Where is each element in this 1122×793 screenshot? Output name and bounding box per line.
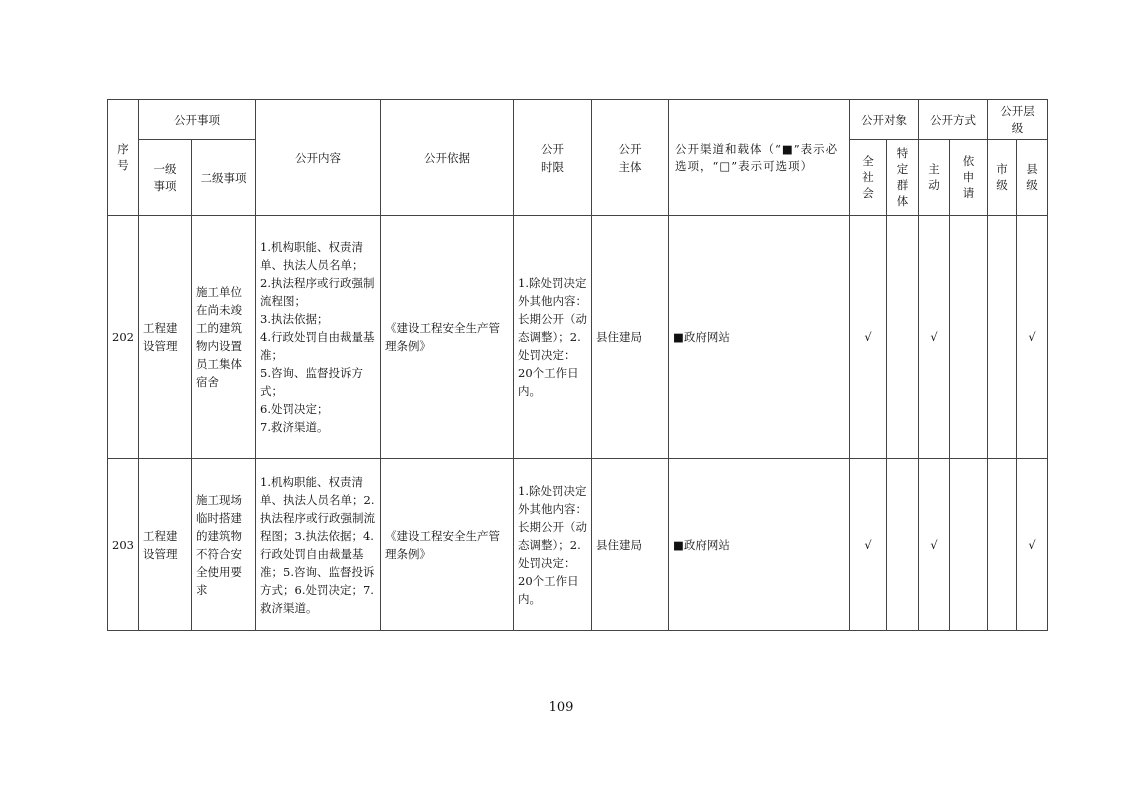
header-method-group: 公开方式	[919, 100, 988, 140]
header-level-county: 县级	[1017, 140, 1048, 216]
row-audience-specific-check	[887, 216, 919, 459]
row-audience-all-check: √	[850, 459, 887, 631]
header-level-group: 公开层级	[988, 100, 1048, 140]
header-time-limit: 公开时限	[514, 100, 592, 216]
row-audience-all-check: √	[850, 216, 887, 459]
row-level2: 施工现场临时搭建的建筑物不符合安全使用要求	[192, 459, 256, 631]
row-audience-specific-check	[887, 459, 919, 631]
row-seq: 202	[108, 216, 139, 459]
header-method-request: 依申请	[950, 140, 988, 216]
row-level-county-check: √	[1017, 216, 1048, 459]
header-subject: 公开主体	[592, 100, 669, 216]
row-content: 1.机构职能、权责清单、执法人员名单；2.执法程序或行政强制流程图；3.执法依据；4.行政处罚自由裁量基准；5.咨询、监督投诉方式；6.处罚决定；7.救济渠道。	[256, 459, 381, 631]
row-channel: ■政府网站	[669, 459, 850, 631]
row-level-city-check	[988, 216, 1017, 459]
row-level2: 施工单位在尚未竣工的建筑物内设置员工集体宿舍	[192, 216, 256, 459]
header-item-group: 公开事项	[139, 100, 256, 140]
content-line: 6.处罚决定；	[260, 402, 329, 416]
content-line: 5.咨询、监督投诉方式；	[260, 366, 363, 398]
table-row	[108, 459, 1048, 631]
table-row	[108, 216, 1048, 459]
content-line: 7.救济渠道。	[260, 420, 329, 434]
header-basis: 公开依据	[381, 100, 514, 216]
row-content	[256, 216, 381, 459]
row-time-limit: 1.除处罚决定外其他内容：长期公开（动态调整）；2.处罚决定：20个工作日内。	[514, 216, 592, 459]
page-number: 109	[548, 700, 574, 715]
row-method-active-check: √	[919, 216, 950, 459]
header-audience-all: 全社会	[850, 140, 887, 216]
row-seq: 203	[108, 459, 139, 631]
row-channel: ■政府网站	[669, 216, 850, 459]
header-level-city: 市级	[988, 140, 1017, 216]
row-level1: 工程建设管理	[139, 216, 192, 459]
header-method-active: 主动	[919, 140, 950, 216]
header-audience-specific: 特定群体	[887, 140, 919, 216]
row-level1: 工程建设管理	[139, 459, 192, 631]
row-subject: 县住建局	[592, 459, 669, 631]
row-level-county-check: √	[1017, 459, 1048, 631]
row-method-request-check	[950, 216, 988, 459]
row-basis: 《建设工程安全生产管理条例》	[381, 216, 514, 459]
content-line: 1.机构职能、权责清单、执法人员名单；	[260, 240, 364, 272]
header-level2: 二级事项	[192, 140, 256, 216]
row-basis: 《建设工程安全生产管理条例》	[381, 459, 514, 631]
row-time-limit: 1.除处罚决定外其他内容：长期公开（动态调整）；2.处罚决定：20个工作日内。	[514, 459, 592, 631]
content-line: 2.执法程序或行政强制流程图；	[260, 276, 375, 308]
header-audience-group: 公开对象	[850, 100, 919, 140]
row-method-active-check: √	[919, 459, 950, 631]
row-subject: 县住建局	[592, 216, 669, 459]
header-channel: 公开渠道和载体（“■”表示必选项，“□”表示可选项）	[669, 100, 850, 216]
header-row-1	[108, 100, 1048, 140]
content-line: 3.执法依据；	[260, 312, 329, 326]
row-method-request-check	[950, 459, 988, 631]
disclosure-table	[107, 99, 1048, 631]
row-level-city-check	[988, 459, 1017, 631]
header-content: 公开内容	[256, 100, 381, 216]
content-line: 4.行政处罚自由裁量基准；	[260, 330, 375, 362]
header-seq: 序号	[108, 100, 139, 216]
header-level1: 一级事项	[139, 140, 192, 216]
